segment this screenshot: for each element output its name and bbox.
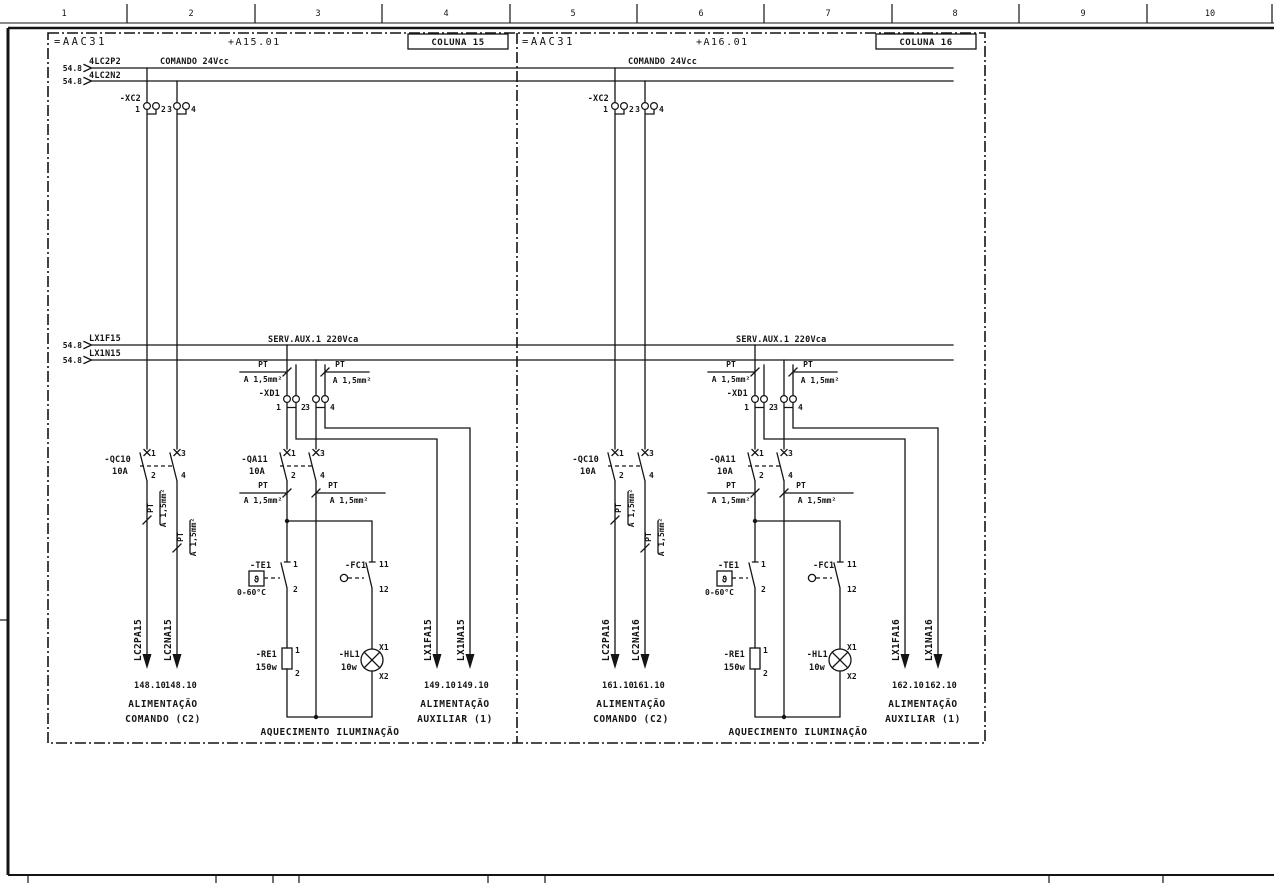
device-label: -QA11 xyxy=(709,455,736,465)
feeder-name: LX1NA16 xyxy=(924,618,935,662)
column-15-labels xyxy=(54,36,493,738)
cable-size: A 1,5mm² xyxy=(159,488,168,528)
terminal-number: 3 xyxy=(167,105,172,114)
device-rating: 10A xyxy=(112,467,128,477)
column-title: COLUNA 15 xyxy=(431,38,485,48)
terminal-number: 4 xyxy=(330,403,335,412)
terminal-number: 2 xyxy=(301,403,306,412)
ruler-number: 1 xyxy=(61,9,67,19)
cable-code: PT xyxy=(726,481,736,490)
feeder-name: LC2PA16 xyxy=(601,618,612,662)
feeder-ref: 161.10 xyxy=(602,681,634,691)
device-label: -QA11 xyxy=(241,455,268,465)
bus-label: COMANDO 24Vcc xyxy=(628,57,698,67)
terminal-number: 11 xyxy=(379,560,389,569)
column-title: COLUNA 16 xyxy=(899,38,953,48)
source-chevron-icons xyxy=(84,65,92,364)
device-rating: 10A xyxy=(249,467,265,477)
terminal-number: 2 xyxy=(619,471,624,480)
ruler-number: 6 xyxy=(698,9,704,19)
terminal-number: 3 xyxy=(773,403,778,412)
terminal-number: 3 xyxy=(635,105,640,114)
ruler-number: 9 xyxy=(1080,9,1086,19)
terminal-number: 1 xyxy=(276,403,281,412)
device-rating: 150w xyxy=(723,663,745,673)
ruler-number: 2 xyxy=(188,9,194,19)
device-label: -RE1 xyxy=(255,650,277,660)
device-rating: 10A xyxy=(717,467,733,477)
terminal-number: 2 xyxy=(769,403,774,412)
bus-wires xyxy=(92,68,953,360)
terminal-number: 1 xyxy=(763,646,768,655)
terminal-number: 3 xyxy=(181,449,186,458)
wire-name: 4LC2P2 xyxy=(89,57,121,67)
ruler-number: 4 xyxy=(443,9,449,19)
terminal-number: 11 xyxy=(847,560,857,569)
device-label: -FC1 xyxy=(813,561,835,571)
cable-code: PT xyxy=(258,360,268,369)
cable-size: A 1,5mm² xyxy=(189,517,198,557)
cable-code: PT xyxy=(726,360,736,369)
terminal-number: 1 xyxy=(603,105,608,114)
ruler-number: 7 xyxy=(825,9,831,19)
terminal-number: 3 xyxy=(305,403,310,412)
terminal-number: X1 xyxy=(379,643,389,652)
terminal-number: 4 xyxy=(181,471,186,480)
feeder-caption: ALIMENTAÇÃO xyxy=(420,699,490,710)
terminal-number: 3 xyxy=(320,449,325,458)
terminal-number: 4 xyxy=(788,471,793,480)
feeder-ref: 162.10 xyxy=(925,681,957,691)
terminal-number: 2 xyxy=(161,105,166,114)
ruler-number: 5 xyxy=(570,9,576,19)
terminal-number: 2 xyxy=(293,585,298,594)
cable-code: PT xyxy=(796,481,806,490)
terminal-number: X1 xyxy=(847,643,857,652)
feeder-ref: 148.10 xyxy=(165,681,197,691)
cable-code: PT xyxy=(146,503,155,513)
source-ref: 54.8 xyxy=(62,356,82,365)
device-label: -QC10 xyxy=(572,455,599,465)
feeder-name: LC2NA16 xyxy=(631,618,642,662)
theta-icon: ϑ xyxy=(721,575,728,586)
cable-size: A 1,5mm² xyxy=(332,376,372,385)
wire-name: 4LC2N2 xyxy=(89,71,121,81)
terminal-number: 2 xyxy=(629,105,634,114)
location-designation: +A15.01 xyxy=(228,37,281,48)
feeder-caption: ALIMENTAÇÃO xyxy=(888,699,958,710)
wire-name: LX1F15 xyxy=(89,334,121,344)
terminal-number: 4 xyxy=(191,105,196,114)
device-label: -RE1 xyxy=(723,650,745,660)
terminal-number: 2 xyxy=(763,669,768,678)
feeder-caption: ALIMENTAÇÃO xyxy=(596,699,666,710)
terminal-number: 1 xyxy=(619,449,624,458)
device-rating: 10A xyxy=(580,467,596,477)
feeder-name: LX1NA15 xyxy=(456,618,467,662)
device-label: -HL1 xyxy=(806,650,828,660)
ruler-number: 10 xyxy=(1204,9,1216,19)
column-16-labels xyxy=(522,36,961,738)
feeder-ref: 149.10 xyxy=(457,681,489,691)
device-label: -QC10 xyxy=(104,455,131,465)
terminal-number: 4 xyxy=(649,471,654,480)
cable-size: A 1,5mm² xyxy=(797,496,837,505)
terminal-number: 12 xyxy=(847,585,857,594)
theta-icon: ϑ xyxy=(253,575,260,586)
terminal-number: 4 xyxy=(659,105,664,114)
ruler-number: 3 xyxy=(315,9,321,19)
feeder-caption: ALIMENTAÇÃO xyxy=(128,699,198,710)
terminal-number: 12 xyxy=(379,585,389,594)
column-16-circuit xyxy=(608,34,976,719)
cable-size: A 1,5mm² xyxy=(243,496,283,505)
device-rating: 10w xyxy=(341,663,357,673)
feeder-ref: 161.10 xyxy=(633,681,665,691)
terminal-number: 4 xyxy=(320,471,325,480)
cable-size: A 1,5mm² xyxy=(711,496,751,505)
cable-code: PT xyxy=(176,532,185,542)
cable-code: PT xyxy=(614,503,623,513)
bus-label: SERV.AUX.1 220Vca xyxy=(736,335,827,345)
feeder-caption: COMANDO (C2) xyxy=(593,714,669,725)
sheet-border xyxy=(0,28,1274,883)
terminal-number: 1 xyxy=(151,449,156,458)
cable-code: PT xyxy=(328,481,338,490)
cable-size: A 1,5mm² xyxy=(657,517,666,557)
terminal-number: 4 xyxy=(798,403,803,412)
device-label: -TE1 xyxy=(250,561,272,571)
terminal-number: 3 xyxy=(649,449,654,458)
plant-designation: =AAC31 xyxy=(54,36,107,48)
bus-label: SERV.AUX.1 220Vca xyxy=(268,335,359,345)
feeder-ref: 162.10 xyxy=(892,681,924,691)
device-label: -HL1 xyxy=(338,650,360,660)
cable-size: A 1,5mm² xyxy=(329,496,369,505)
terminal-number: 1 xyxy=(759,449,764,458)
cable-code: PT xyxy=(335,360,345,369)
terminal-number: 1 xyxy=(135,105,140,114)
wire-name: LX1N15 xyxy=(89,349,121,359)
feeder-name: LX1FA16 xyxy=(891,618,902,662)
cable-code: PT xyxy=(258,481,268,490)
location-designation: +A16.01 xyxy=(696,37,749,48)
feeder-ref: 148.10 xyxy=(134,681,166,691)
device-label: -TE1 xyxy=(718,561,740,571)
terminal-number: X2 xyxy=(379,672,389,681)
terminal-number: 2 xyxy=(295,669,300,678)
source-labels xyxy=(63,57,121,365)
terminal-number: 1 xyxy=(744,403,749,412)
terminal-number: 1 xyxy=(291,449,296,458)
terminal-number: 2 xyxy=(759,471,764,480)
device-label: -XC2 xyxy=(587,94,609,104)
feeder-caption: AUXILIAR (1) xyxy=(417,714,493,725)
terminal-number: X2 xyxy=(847,672,857,681)
source-ref: 54.8 xyxy=(62,64,82,73)
cable-code: PT xyxy=(803,360,813,369)
feeder-name: LX1FA15 xyxy=(423,618,434,662)
source-ref: 54.8 xyxy=(62,77,82,86)
cable-size: A 1,5mm² xyxy=(800,376,840,385)
cable-size: A 1,5mm² xyxy=(627,488,636,528)
thermostat-range: 0-60°C xyxy=(237,588,266,597)
feeder-name: LC2PA15 xyxy=(133,618,144,662)
cable-code: PT xyxy=(644,532,653,542)
ruler-number: 8 xyxy=(952,9,958,19)
cable-size: A 1,5mm² xyxy=(243,375,283,384)
terminal-number: 3 xyxy=(788,449,793,458)
source-ref: 54.8 xyxy=(62,341,82,350)
feeder-ref: 149.10 xyxy=(424,681,456,691)
device-label: -FC1 xyxy=(345,561,367,571)
section-caption: AQUECIMENTO ILUMINAÇÃO xyxy=(260,727,400,738)
column-15-circuit xyxy=(140,34,508,719)
thermostat-range: 0-60°C xyxy=(705,588,734,597)
device-label: -XD1 xyxy=(726,389,748,399)
terminal-number: 2 xyxy=(761,585,766,594)
cable-size: A 1,5mm² xyxy=(711,375,751,384)
terminal-number: 1 xyxy=(293,560,298,569)
feeder-caption: COMANDO (C2) xyxy=(125,714,201,725)
device-label: -XD1 xyxy=(258,389,280,399)
device-rating: 150w xyxy=(255,663,277,673)
device-rating: 10w xyxy=(809,663,825,673)
terminal-number: 2 xyxy=(151,471,156,480)
section-caption: AQUECIMENTO ILUMINAÇÃO xyxy=(728,727,868,738)
top-ruler xyxy=(0,4,1274,23)
feeder-caption: AUXILIAR (1) xyxy=(885,714,961,725)
feeder-name: LC2NA15 xyxy=(163,618,174,662)
terminal-number: 2 xyxy=(291,471,296,480)
plant-designation: =AAC31 xyxy=(522,36,575,48)
terminal-number: 1 xyxy=(761,560,766,569)
device-label: -XC2 xyxy=(119,94,141,104)
terminal-number: 1 xyxy=(295,646,300,655)
bus-label: COMANDO 24Vcc xyxy=(160,57,230,67)
